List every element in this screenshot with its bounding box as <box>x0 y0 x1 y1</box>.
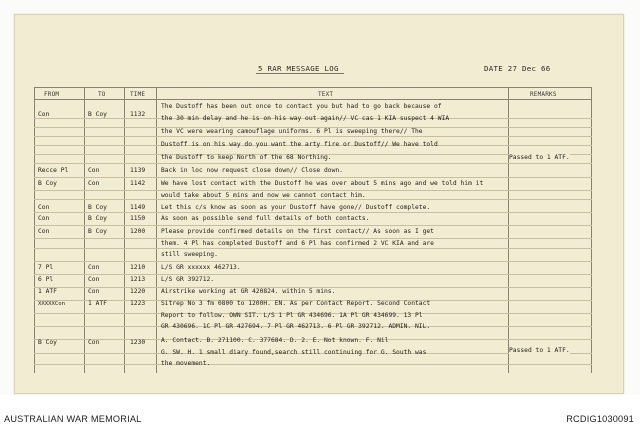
ruled-line <box>34 274 592 275</box>
entry-text-line: Dustoff is on his way do you want the arty fire or Dustoff// We have told <box>161 141 438 148</box>
entry-text-line: Back in loc now request close down// Close down. <box>161 167 343 174</box>
entry-from: 6 Pl <box>38 276 54 283</box>
entry-text-line: We have lost contact with the Dustoff he was over about 5 mins ago and we told him it <box>161 180 484 187</box>
ruled-line <box>34 248 592 249</box>
entry-from: 7 Pl <box>38 264 54 271</box>
ruled-line <box>34 190 592 191</box>
entry-time: 1223 <box>130 300 146 307</box>
ruled-line <box>34 136 592 137</box>
ruled-line <box>34 261 592 262</box>
entry-to: B Coy <box>88 228 107 235</box>
entry-text-line: As soon as possible send full details of both contacts. <box>161 215 370 222</box>
entry-text-line: Airstrike working at GR 420824. within 5 mins. <box>161 288 336 295</box>
footer-institution: AUSTRALIAN WAR MEMORIAL <box>4 414 142 424</box>
ruled-line <box>34 163 592 164</box>
entry-text-line: them. 4 Pl has completed Dustoff and 6 Pl has confirmed 2 VC KIA and are <box>161 240 434 247</box>
log-title: 5 RAR MESSAGE LOG <box>258 64 339 73</box>
entry-to: Con <box>88 167 100 174</box>
ruled-line <box>34 238 592 239</box>
entry-from: Con <box>38 228 50 235</box>
entry-text-line: Sitrep No 3 fm 0800 to 1200H. EN. As per Contact Report. Second Contact <box>161 300 431 307</box>
entry-to: B Coy <box>88 215 107 222</box>
ruled-line <box>34 177 592 178</box>
entry-to: Con <box>88 264 100 271</box>
entry-to: B Coy <box>88 111 107 118</box>
entry-time: 1139 <box>130 167 146 174</box>
entry-text-line: the 30 min delay and he is on his way out again// VC cas 1 KIA suspect 4 WIA <box>161 115 450 122</box>
entry-to: Con <box>88 339 100 346</box>
entry-text-line: the Dustoff to keep North of the 68 Northing. <box>161 154 332 161</box>
log-date: DATE 27 Dec 66 <box>484 64 551 73</box>
entry-from: B Coy <box>38 339 57 346</box>
entry-to: Con <box>88 276 100 283</box>
entry-text-line: would take about 5 mins and now we cannot contact him. <box>161 192 366 199</box>
entry-from: 1 ATF <box>38 288 57 295</box>
entry-text-line: Report to follow. OWN SIT. L/S 1 Pl GR 434696. 1A Pl GR 434699. 13 Pl <box>161 312 423 319</box>
column-divider-time <box>124 87 125 373</box>
ruled-line <box>34 212 592 213</box>
table-right-border <box>591 87 592 373</box>
entry-time: 1132 <box>130 111 146 118</box>
entry-from: XXXXXCon <box>38 301 65 307</box>
entry-to: Con <box>88 288 100 295</box>
entry-to: Con <box>88 180 100 187</box>
title-underline <box>256 73 344 74</box>
entry-text-line: the VC were wearing camouflage uniforms. 6 Pl is sweeping there// The <box>161 128 423 135</box>
entry-from: Con <box>38 111 50 118</box>
entry-time: 1210 <box>130 264 146 271</box>
entry-text-line: Let this c/s know as soon as your Dustoff have gone// Dustoff complete. <box>161 204 431 211</box>
entry-text-line: G. SW. H. 1 small diary found,search still continuing for G. South was <box>161 349 427 356</box>
entry-text-line: the movement. <box>161 360 211 367</box>
entry-time: 1149 <box>130 204 146 211</box>
entry-time: 1142 <box>130 180 146 187</box>
table-left-border <box>34 87 35 373</box>
column-divider-remarks <box>508 87 509 373</box>
entry-text-line: Please provide confirmed details on the first contact// As soon as I get <box>161 228 434 235</box>
entry-text-line: A. Contact. B. 271100. C. 377684. D. 2. E. Not known. F. Nil <box>161 337 389 344</box>
entry-time: 1150 <box>130 215 146 222</box>
ruled-line <box>34 225 592 226</box>
footer-record-id: RCDIG1030091 <box>566 414 634 424</box>
entry-from: Con <box>38 204 50 211</box>
entry-time: 1220 <box>130 288 146 295</box>
entry-text-line: L/S GR xxxxxx 462713. <box>161 264 241 271</box>
entry-text-line: L/S GR 392712. <box>161 276 215 283</box>
entry-time: 1200 <box>130 228 146 235</box>
entry-text-line: The Dustoff has been out once to contact you but had to go back because of <box>161 103 442 110</box>
entry-text-line: still sweeping. <box>161 251 218 258</box>
entry-time: 1230 <box>130 339 146 346</box>
column-divider-text <box>156 87 157 373</box>
entry-time: 1213 <box>130 276 146 283</box>
header-remarks: REMARKS <box>530 91 557 98</box>
header-from: FROM <box>44 91 60 98</box>
header-time: TIME <box>130 91 146 98</box>
entry-from: Recce Pl <box>38 167 69 174</box>
entry-to: 1 ATF <box>88 300 107 307</box>
header-to: TO <box>98 91 106 98</box>
ruled-line <box>34 364 592 365</box>
entry-text-line: GR 430696. 1C Pl GR 427694. 7 Pl GR 462713. 6 Pl GR 392712. ADMIN. NIL. <box>161 323 431 330</box>
entry-from: B Coy <box>38 180 57 187</box>
entry-remark: Passed to 1 ATF. <box>509 347 570 354</box>
entry-remark: Passed to 1 ATF. <box>509 154 570 161</box>
entry-from: Con <box>38 215 50 222</box>
header-text: TEXT <box>318 91 334 98</box>
column-divider-to <box>84 87 85 373</box>
entry-to: B Coy <box>88 204 107 211</box>
